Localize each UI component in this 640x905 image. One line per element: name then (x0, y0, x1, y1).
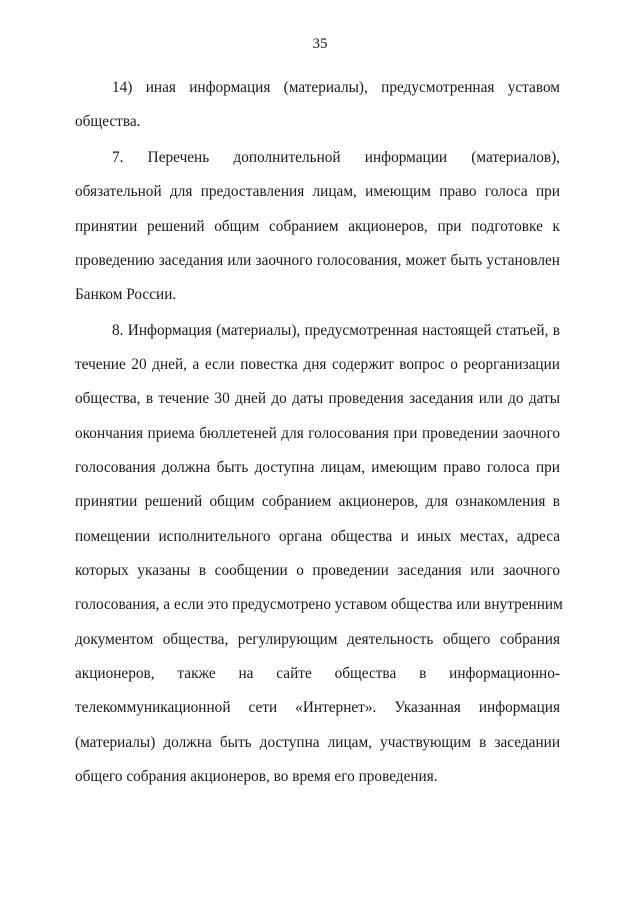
text-line: течение 20 дней, а если повестка дня содержит вопрос о реорганизации (75, 356, 560, 373)
text-line: документом общества, регулирующим деятельность общего собрания (75, 631, 560, 648)
text-line: принятии решений общим собранием акционеров, для ознакомления в (75, 493, 560, 510)
text-line: 7. Перечень дополнительной информации (материалов), (112, 149, 560, 166)
text-line: проведению заседания или заочного голосования, может быть установлен (75, 252, 560, 269)
text-line: 8. Информация (материалы), предусмотренная настоящей статьей, в (112, 322, 560, 339)
text-line: общего собрания акционеров, во время его проведения. (75, 768, 438, 785)
text-line: помещении исполнительного органа общества и иных местах, адреса (75, 528, 560, 545)
text-line: голосования, а если это предусмотрено уставом общества или внутренним (75, 596, 563, 613)
text-line: голосования должна быть доступна лицам, имеющим право голоса при (75, 459, 560, 476)
text-line: общества. (75, 113, 141, 130)
text-line: 14) иная информация (материалы), предусмотренная уставом (112, 79, 560, 96)
text-line: принятии решений общим собранием акционеров, при подготовке к (75, 218, 560, 235)
text-line: окончания приема бюллетеней для голосования при проведении заочного (75, 425, 560, 442)
text-line: обязательной для предоставления лицам, имеющим право голоса при (75, 183, 560, 200)
text-line: акционеров, также на сайте общества в информационно- (75, 665, 560, 682)
text-line: телекоммуникационной сети «Интернет». Указанная информация (75, 699, 560, 716)
page-number: 35 (312, 36, 328, 52)
text-line: которых указаны в сообщении о проведении заседания или заочного (75, 562, 560, 579)
text-line: (материалы) должна быть доступна лицам, участвующим в заседании (75, 734, 560, 751)
text-line: общества, в течение 30 дней до даты проведения заседания или до даты (75, 390, 560, 407)
text-line: Банком России. (75, 286, 177, 303)
